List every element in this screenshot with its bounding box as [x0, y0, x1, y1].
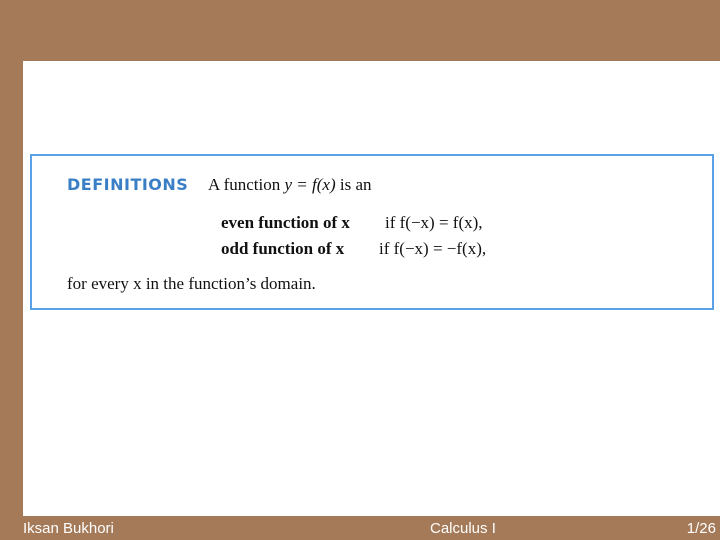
odd-function-condition: if f(−x) = −f(x), — [379, 239, 487, 258]
footer-course: Calculus I — [430, 520, 496, 537]
definition-heading: DEFINITIONS — [67, 175, 189, 194]
definition-intro — [208, 175, 372, 195]
footer-bar — [0, 519, 720, 540]
footer-page-number: 1/26 — [686, 520, 716, 537]
odd-function-label: odd function of x — [221, 239, 345, 258]
even-function-condition: if f(−x) = f(x), — [385, 213, 483, 232]
even-function-label: even function of x — [221, 213, 350, 232]
odd-function-row — [221, 239, 487, 259]
definition-closing: for every x in the function’s domain. — [67, 274, 316, 293]
definition-box — [30, 154, 714, 310]
even-function-row — [221, 213, 483, 233]
intro-math: y = f(x) — [284, 175, 336, 194]
intro-suffix: is an — [335, 175, 372, 194]
intro-prefix: A function — [208, 175, 285, 194]
footer-author: Iksan Bukhori — [23, 520, 114, 537]
